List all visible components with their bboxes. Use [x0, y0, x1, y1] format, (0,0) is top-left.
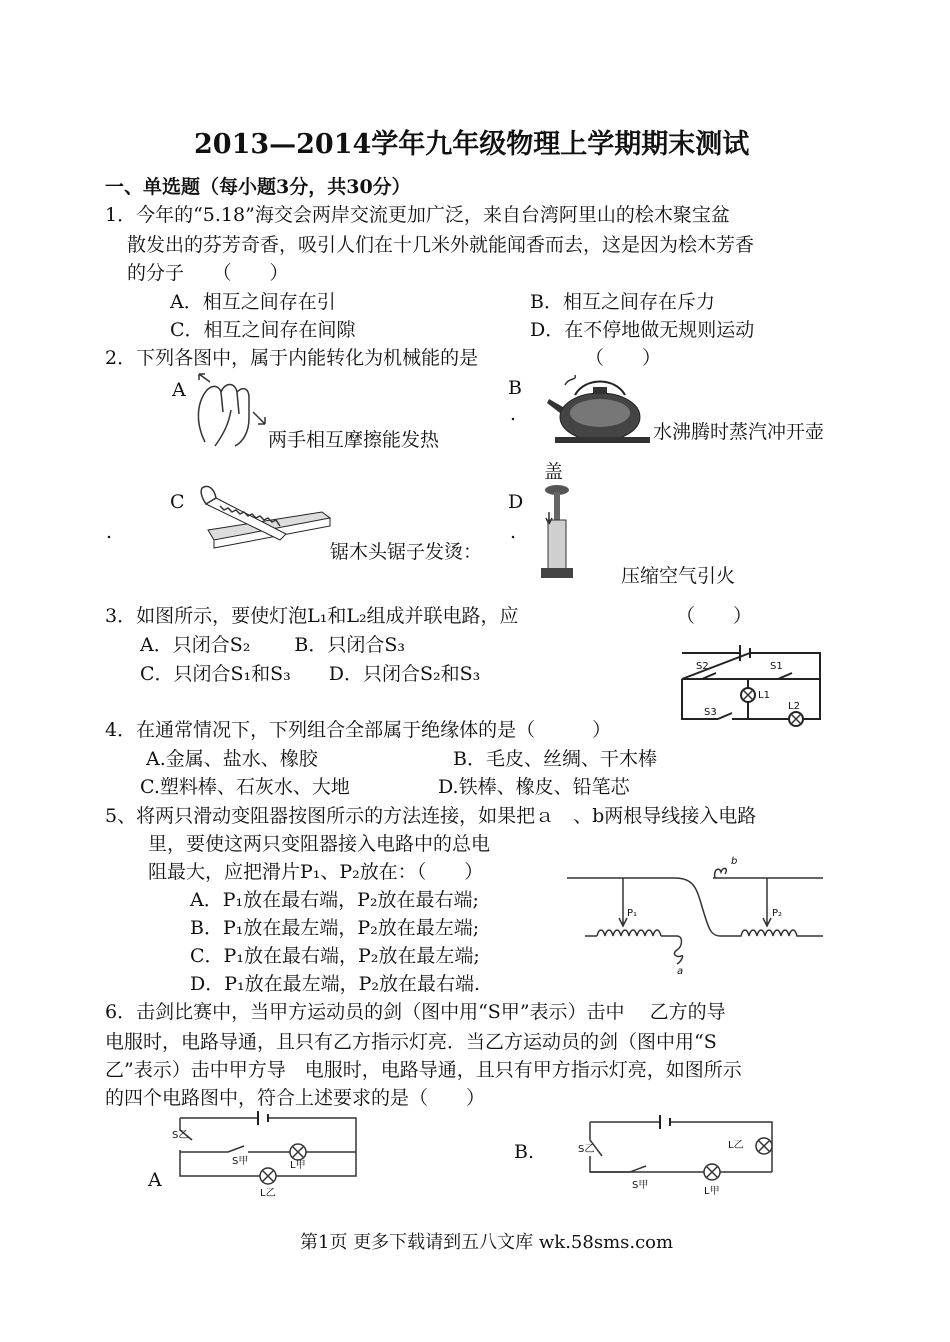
q1-option-c: C．相互之间存在间隙 — [170, 319, 356, 341]
kettle-image — [545, 373, 655, 445]
q3-circuit-diagram — [678, 643, 824, 725]
page-footer: 第1页 更多下载请到五八文库 wk.58sms.com — [300, 1232, 674, 1253]
q3-stem: 3．如图所示，要使灯泡L₁和L₂组成并联电路，应 — [105, 605, 519, 627]
rheostat-diagram — [565, 850, 835, 975]
q2-d-caption: 压缩空气引火 — [621, 565, 736, 587]
q2-c-dot: . — [106, 521, 113, 543]
q1-line1: 1．今年的“5.18”海交会两岸交流更加广泛，来自台湾阿里山的桧木聚宝盆 — [105, 204, 730, 226]
q2-stem: 2．下列各图中，属于内能转化为机械能的是 — [105, 347, 479, 369]
q6-circuit-b — [578, 1112, 778, 1202]
q2-c-caption: 锯木头锯子发烫： — [330, 541, 483, 563]
q2-b-caption-cont: 盖 — [544, 461, 564, 483]
air-compression-tube-image — [537, 484, 577, 584]
q5-label-p1: P₁ — [627, 908, 638, 919]
q2-a-letter: A — [172, 379, 186, 401]
q2-d-letter: D — [508, 491, 524, 513]
q3-options-cd: C．只闭合S₁和S₃ D．只闭合S₂和S₃ — [140, 663, 481, 685]
q6-line3: 乙”表示）击中甲方导 电服时，电路导通，且只有甲方指示灯亮，如图所示 — [105, 1059, 742, 1081]
q6-line1: 6．击剑比赛中，当甲方运动员的剑（图中用“S甲”表示）击中 乙方的导 — [105, 1001, 726, 1023]
q6-a-letter: A — [148, 1169, 162, 1191]
q6b-label-l-yi: L乙 — [728, 1140, 744, 1151]
q1-option-b: B．相互之间存在斥力 — [530, 291, 715, 313]
page-title: 2013—2014学年九年级物理上学期期末测试 — [194, 129, 750, 160]
q6b-label-l-jia: L甲 — [704, 1186, 720, 1197]
q6-line2: 电服时，电路导通，且只有乙方指示灯亮．当乙方运动员的剑（图中用“S — [105, 1031, 717, 1053]
q1-line2: 散发出的芬芳奇香，吸引人们在十几米外就能闻香而去，这是因为桧木芳香 — [127, 234, 755, 256]
q2-b-caption: 水沸腾时蒸汽冲开壶 — [653, 421, 825, 443]
q1-option-d: D．在不停地做无规则运动 — [530, 319, 755, 341]
q2-d-dot: . — [510, 521, 517, 543]
q5-line1: 5、将两只滑动变阻器按图所示的方法连接，如果把ａ 、b两根导线接入电路 — [105, 805, 757, 827]
sawing-wood-image — [200, 484, 335, 554]
q6a-label-s-jia: S甲 — [232, 1156, 249, 1167]
q5-label-p2: P₂ — [772, 908, 783, 919]
q4-stem: 4．在通常情况下，下列组合全部属于绝缘体的是（ ） — [105, 719, 612, 741]
q3-paren: （ ） — [676, 605, 753, 627]
q2-a-caption: 两手相互摩擦能发热 — [268, 429, 440, 451]
q6a-label-l-yi: L乙 — [260, 1188, 276, 1199]
q5-option-a: A．P₁放在最右端，P₂放在最右端; — [190, 889, 479, 911]
q5-label-a: a — [677, 966, 684, 977]
q3-label-l2: L2 — [788, 701, 800, 712]
q1-option-a: A．相互之间存在引 — [170, 291, 336, 313]
q2-b-dot: . — [510, 403, 517, 425]
q3-label-s2: S2 — [696, 661, 709, 672]
q4-option-b: B．毛皮、丝绸、干木棒 — [453, 748, 657, 770]
q6-b-letter: B. — [514, 1141, 535, 1163]
q6b-label-s-yi: S乙 — [578, 1144, 595, 1155]
q5-line2: 里，要使这两只变阻器接入电路中的总电 — [148, 833, 491, 855]
q4-option-c: C.塑料棒、石灰水、大地 — [140, 776, 350, 798]
q6a-label-s-yi: S乙 — [172, 1130, 189, 1141]
q1-line3: 的分子 （ ） — [127, 262, 289, 284]
q5-option-d: D．P₁放在最左端，P₂放在最右端. — [190, 973, 481, 995]
q3-label-l1: L1 — [758, 690, 770, 701]
q6a-label-l-jia: L甲 — [290, 1160, 306, 1171]
q6-line4: 的四个电路图中，符合上述要求的是（ ） — [105, 1087, 486, 1109]
q3-options-ab: A．只闭合S₂ B．只闭合S₃ — [140, 634, 405, 656]
q4-option-d: D.铁棒、橡皮、铅笔芯 — [438, 776, 630, 798]
q2-b-letter: B — [508, 377, 522, 399]
q4-option-a: A.金属、盐水、橡胶 — [146, 748, 318, 770]
q5-label-b: b — [731, 856, 738, 867]
q6-circuit-a — [172, 1110, 362, 1198]
q6b-label-s-jia: S甲 — [632, 1180, 649, 1191]
q5-option-c: C．P₁放在最右端，P₂放在最左端; — [190, 945, 480, 967]
q5-line3: 阻最大，应把滑片P₁、P₂放在：（ ） — [148, 861, 484, 883]
q5-option-b: B．P₁放在最左端，P₂放在最左端; — [190, 917, 480, 939]
q2-paren: （ ） — [585, 347, 662, 369]
rubbing-hands-image — [185, 372, 275, 452]
q3-label-s3: S3 — [704, 707, 717, 718]
section-heading: 一、单选题（每小题3分，共30分） — [105, 176, 411, 198]
q2-c-letter: C — [170, 491, 185, 513]
q3-label-s1: S1 — [770, 661, 783, 672]
